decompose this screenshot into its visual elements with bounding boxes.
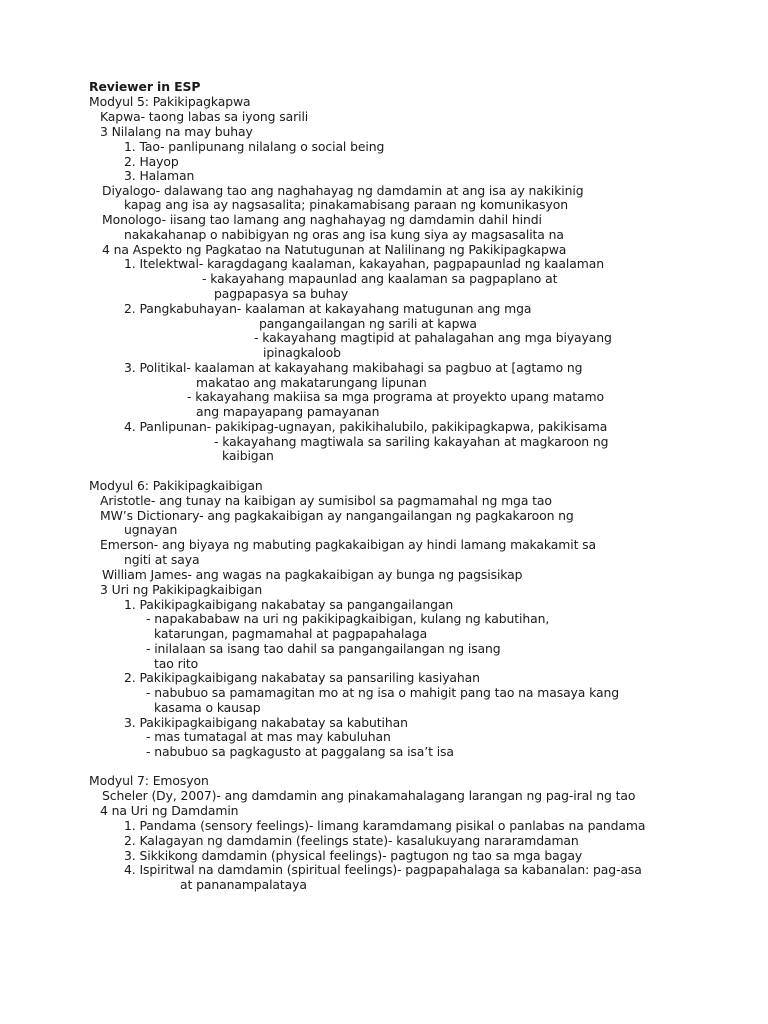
text-line: ngiti at saya <box>124 552 200 567</box>
list-item-detail: ang mapayapang pamayanan <box>196 404 380 419</box>
text-line: nakakahanap o nabibigyan ng oras ang isa kung siya ay magsasalita na <box>124 227 564 242</box>
list-item: 3. Halaman <box>124 168 195 183</box>
list-item-detail: ipinagkaloob <box>263 345 341 360</box>
list-item-detail: kaibigan <box>222 448 274 463</box>
list-item-detail: - mas tumatagal at mas may kabuluhan <box>146 729 391 744</box>
module-6-heading: Modyul 6: Pakikipagkaibigan <box>89 478 263 493</box>
text-line: Scheler (Dy, 2007)- ang damdamin ang pinakamahalagang larangan ng pag-iral ng tao <box>102 788 636 803</box>
list-item-detail: pangangailangan ng sarili at kapwa <box>259 316 477 331</box>
list-item: 4. Panlipunan- pakikipag-ugnayan, pakikihalubilo, pakikipagkapwa, pakikisama <box>124 419 608 434</box>
list-item-detail: katarungan, pagmamahal at pagpapahalaga <box>154 626 428 641</box>
text-line: ugnayan <box>124 522 178 537</box>
text-line: Emerson- ang biyaya ng mabuting pagkakaibigan ay hindi lamang makakamit sa <box>100 537 597 552</box>
list-item-detail: - nabubuo sa pagkagusto at paggalang sa isa’t isa <box>146 744 454 759</box>
text-line: Monologo- iisang tao lamang ang naghahayag ng damdamin dahil hindi <box>102 212 542 227</box>
text-line: Kapwa- taong labas sa iyong sarili <box>100 109 309 124</box>
list-item: 4. Ispiritwal na damdamin (spiritual feelings)- pagpapahalaga sa kabanalan: pag-asa <box>124 862 642 877</box>
document-title: Reviewer in ESP <box>89 79 201 94</box>
module-7-heading: Modyul 7: Emosyon <box>89 773 209 788</box>
list-item-detail: - kakayahang magtipid at pahalagahan ang mga biyayang <box>254 330 612 345</box>
list-item: 1. Pakikipagkaibigang nakabatay sa pangangailangan <box>124 597 454 612</box>
list-item-detail: - kakayahang mapaunlad ang kaalaman sa pagpaplano at <box>202 271 558 286</box>
list-item: 1. Tao- panlipunang nilalang o social being <box>124 139 385 154</box>
list-item: 2. Pangkabuhayan- kaalaman at kakayahang matugunan ang mga <box>124 301 532 316</box>
text-line: MW’s Dictionary- ang pagkakaibigan ay nangangailangan ng pagkakaroon ng <box>100 508 574 523</box>
text-line: kapag ang isa ay nagsasalita; pinakamabisang paraan ng komunikasyon <box>124 197 568 212</box>
list-item: 3. Sikkikong damdamin (physical feelings)- pagtugon ng tao sa mga bagay <box>124 848 583 863</box>
list-item: 3. Politikal- kaalaman at kakayahang makibahagi sa pagbuo at [agtamo ng <box>124 360 583 375</box>
list-item-detail: pagpapasya sa buhay <box>214 286 349 301</box>
list-item-detail: makatao ang makatarungang lipunan <box>196 375 427 390</box>
text-line: 4 na Uri ng Damdamin <box>100 803 239 818</box>
list-item-detail: - kakayahang makiisa sa mga programa at proyekto upang matamo <box>187 389 604 404</box>
list-item: 2. Hayop <box>124 154 179 169</box>
list-item-detail: - kakayahang magtiwala sa sariling kakayahan at magkaroon ng <box>214 434 609 449</box>
list-item: 1. Itelektwal- karagdagang kaalaman, kakayahan, pagpapaunlad ng kaalaman <box>124 256 604 271</box>
text-line: Diyalogo- dalawang tao ang naghahayag ng damdamin at ang isa ay nakikinig <box>102 183 584 198</box>
list-item-detail: - napakababaw na uri ng pakikipagkaibigan, kulang ng kabutihan, <box>146 611 550 626</box>
list-item-detail: kasama o kausap <box>154 700 261 715</box>
text-line: 3 Nilalang na may buhay <box>100 124 253 139</box>
module-5-heading: Modyul 5: Pakikipagkapwa <box>89 94 251 109</box>
list-item: 1. Pandama (sensory feelings)- limang karamdamang pisikal o panlabas na pandama <box>124 818 646 833</box>
text-line: 4 na Aspekto ng Pagkatao na Natutugunan at Nalilinang ng Pakikipagkapwa <box>102 242 567 257</box>
list-item-detail: at pananampalataya <box>180 877 307 892</box>
list-item: 2. Kalagayan ng damdamin (feelings state)- kasalukuyang nararamdaman <box>124 833 579 848</box>
list-item: 3. Pakikipagkaibigang nakabatay sa kabutihan <box>124 715 408 730</box>
text-line: 3 Uri ng Pakikipagkaibigan <box>100 582 263 597</box>
list-item-detail: - inilalaan sa isang tao dahil sa pangangailangan ng isang <box>146 641 501 656</box>
text-line: William James- ang wagas na pagkakaibigan ay bunga ng pagsisikap <box>102 567 523 582</box>
list-item-detail: tao rito <box>154 656 199 671</box>
text-line: Aristotle- ang tunay na kaibigan ay sumisibol sa pagmamahal ng mga tao <box>100 493 552 508</box>
list-item-detail: - nabubuo sa pamamagitan mo at ng isa o mahigit pang tao na masaya kang <box>146 685 619 700</box>
list-item: 2. Pakikipagkaibigang nakabatay sa pansariling kasiyahan <box>124 670 480 685</box>
